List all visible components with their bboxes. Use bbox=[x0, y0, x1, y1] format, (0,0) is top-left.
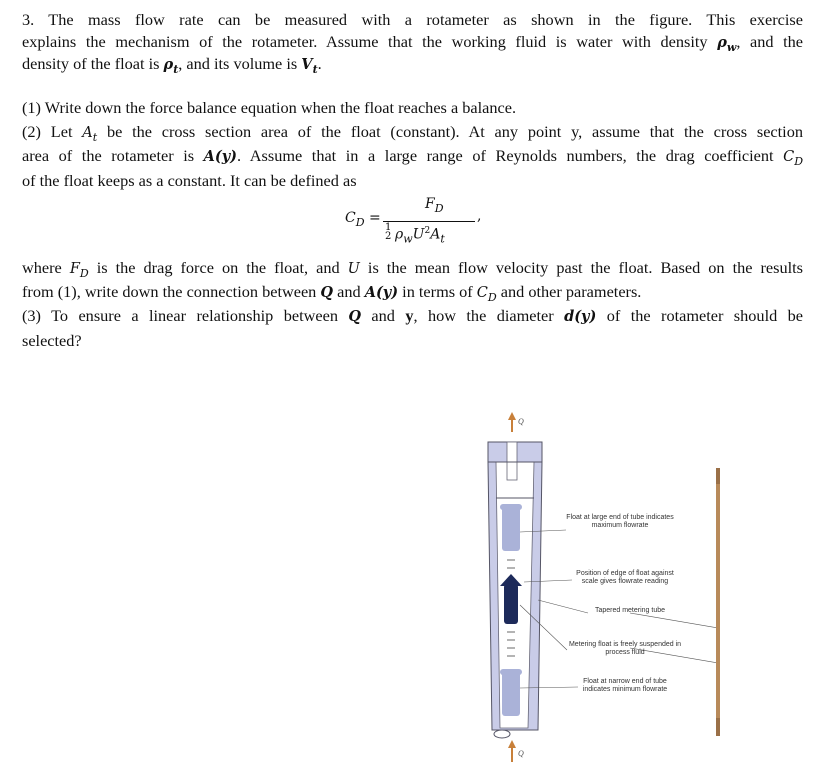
math-symbol: y bbox=[405, 306, 414, 325]
text-segment: from (1), write down the connection between bbox=[22, 282, 321, 301]
figure-label: Metering float is freely suspended in process fluid bbox=[568, 641, 682, 656]
float-bottom bbox=[500, 669, 522, 716]
text-segment: in terms of bbox=[398, 282, 477, 301]
text-segment: be the cross section area of the float (constant). At any point y, assume that the cross section bbox=[97, 122, 803, 141]
math-symbol: A(y) bbox=[364, 284, 399, 301]
flow-label-bottom: Q bbox=[518, 749, 524, 758]
text-segment: and bbox=[361, 306, 406, 325]
text-segment: is the mean flow velocity past the float. Based on the results bbox=[359, 258, 803, 277]
rotameter-diagram bbox=[480, 400, 720, 775]
half-denominator: 2 bbox=[385, 231, 392, 242]
formula-numerator-sub: D bbox=[434, 202, 444, 215]
text-segment: and other parameters. bbox=[496, 282, 642, 301]
text-segment: is the drag force on the float, and bbox=[88, 258, 348, 277]
flow-arrow-top bbox=[508, 412, 516, 432]
text-segment: where bbox=[22, 258, 70, 277]
text-line bbox=[22, 32, 803, 52]
text-line bbox=[22, 98, 803, 118]
formula-equals: = bbox=[369, 210, 381, 226]
text-segment: area of the rotameter is bbox=[22, 146, 204, 165]
math-symbol: ρ bbox=[717, 34, 727, 51]
text-segment: , and the bbox=[736, 32, 803, 51]
math-symbol: d(y) bbox=[564, 308, 597, 325]
tube-photo bbox=[716, 446, 720, 748]
text-segment: (2) Let bbox=[22, 122, 83, 141]
text-segment: and bbox=[333, 282, 365, 301]
text-segment: of the rotameter should be bbox=[596, 306, 803, 325]
figure-label: Tapered metering tube bbox=[594, 607, 666, 614]
math-symbol: A bbox=[82, 125, 93, 141]
math-symbol: t bbox=[173, 63, 179, 76]
figure-label: Position of edge of float against scale gives flowrate reading bbox=[576, 570, 674, 585]
formula-rho: ρ bbox=[395, 226, 404, 243]
formula-square: 2 bbox=[424, 226, 431, 236]
text-segment: , how the diameter bbox=[413, 306, 565, 325]
figure-label: Float at large end of tube indicates maximum flowrate bbox=[566, 514, 674, 529]
text-line bbox=[22, 54, 803, 80]
text-line bbox=[22, 10, 803, 30]
text-segment: selected? bbox=[22, 331, 82, 350]
text-segment: 3. The mass flow rate can be measured with a rotameter as shown in the figure. This exercise bbox=[22, 10, 803, 29]
formula-u: U bbox=[412, 226, 425, 243]
half-numerator: 1 bbox=[385, 222, 392, 233]
math-symbol: U bbox=[347, 261, 360, 277]
math-symbol: D bbox=[79, 267, 89, 278]
math-symbol: D bbox=[487, 291, 497, 304]
text-segment: explains the mechanism of the rotameter. Assume that the working fluid is water with density bbox=[22, 32, 718, 51]
text-segment: , and its volume is bbox=[178, 54, 302, 73]
formula-rho-sub: w bbox=[403, 232, 413, 246]
math-symbol: Q bbox=[320, 284, 334, 301]
figure-label: Float at narrow end of tube indicates minimum flowrate bbox=[582, 678, 668, 693]
formula-a-sub: t bbox=[440, 232, 445, 246]
text-segment: . Assume that in a large range of Reynolds numbers, the drag coefficient bbox=[237, 146, 784, 165]
text-segment: . bbox=[317, 54, 322, 73]
math-symbol: F bbox=[69, 261, 80, 277]
formula-numerator: F bbox=[425, 196, 435, 212]
float-top bbox=[500, 504, 522, 551]
formula-comma: , bbox=[477, 208, 482, 224]
fraction-bar bbox=[383, 221, 475, 222]
text-segment: (3) To ensure a linear relationship between bbox=[22, 306, 349, 325]
text-line bbox=[22, 122, 803, 142]
math-symbol: C bbox=[476, 285, 488, 301]
drag-coefficient-formula bbox=[345, 196, 485, 256]
math-symbol: V bbox=[301, 56, 313, 73]
text-line bbox=[22, 171, 803, 191]
math-symbol: A(y) bbox=[203, 148, 238, 165]
formula-lhs: C bbox=[345, 210, 356, 226]
math-symbol: Q bbox=[348, 308, 362, 325]
text-line bbox=[22, 331, 803, 351]
formula-a: A bbox=[430, 226, 441, 243]
text-line bbox=[22, 258, 803, 278]
math-symbol: D bbox=[794, 155, 803, 166]
formula-lhs-sub: D bbox=[355, 216, 365, 229]
math-symbol: ρ bbox=[163, 56, 174, 73]
math-symbol: t bbox=[312, 63, 318, 76]
text-segment: of the float keeps as a constant. It can be defined as bbox=[22, 171, 357, 190]
math-symbol: C bbox=[783, 149, 795, 165]
text-line bbox=[22, 146, 803, 166]
flow-label-top: Q bbox=[518, 417, 524, 426]
math-symbol: w bbox=[726, 41, 737, 52]
flow-arrow-bottom bbox=[508, 740, 516, 762]
text-segment: density of the float is bbox=[22, 54, 164, 73]
text-line bbox=[22, 282, 803, 308]
math-symbol: t bbox=[92, 131, 98, 142]
text-line bbox=[22, 306, 803, 326]
text-segment: (1) Write down the force balance equation when the float reaches a balance. bbox=[22, 98, 517, 117]
